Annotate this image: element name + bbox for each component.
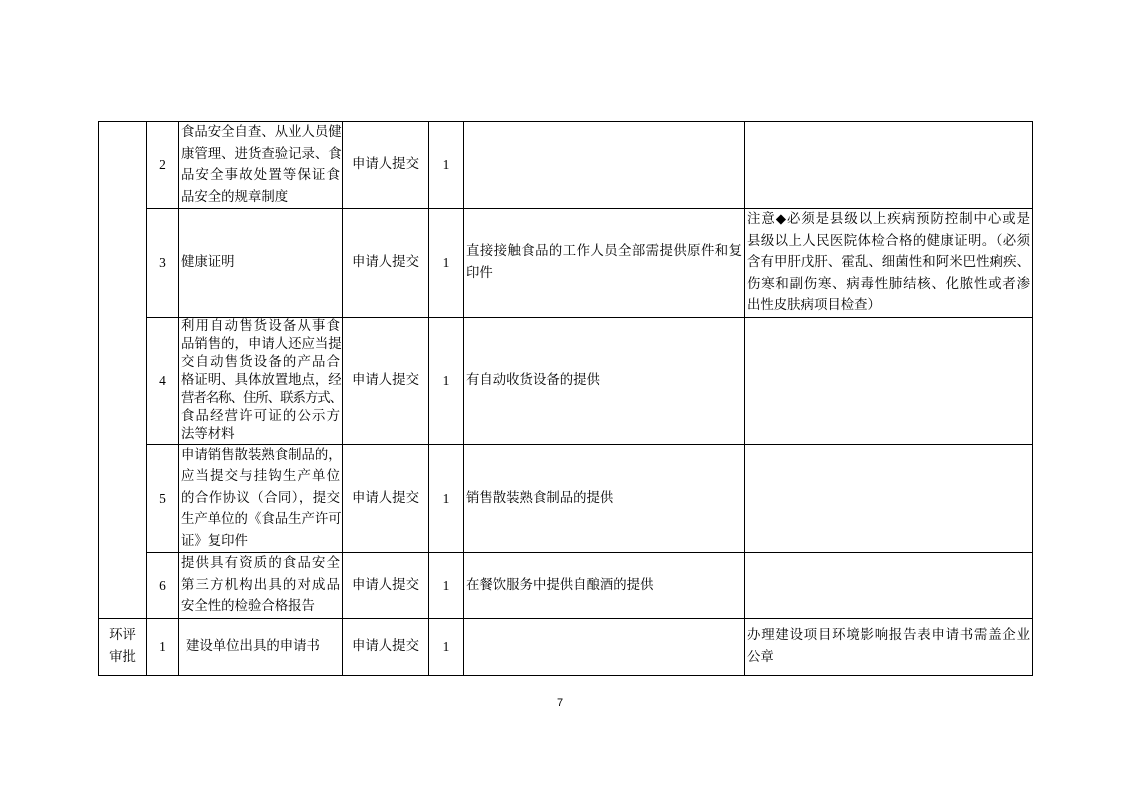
requirement-cell — [464, 553, 745, 619]
source-cell: 申请人提交 — [343, 209, 429, 318]
requirement-line: 销售散装熟食制品的提供 — [466, 490, 614, 506]
item-number: 5 — [147, 444, 179, 553]
material-line: 法等材料 — [181, 426, 235, 442]
requirement-line: 直接接触食品的工作人员全部需提供原件和复 — [466, 244, 742, 260]
copies-cell: 1 — [429, 553, 464, 619]
note-line: 注意◆必须是县级以上疾病预防控制中心或是 — [747, 212, 1030, 227]
note-cell — [745, 122, 1033, 209]
note-line: 出性皮肤病项目检查） — [747, 298, 881, 313]
material-line: 安全性的检验合格报告 — [181, 599, 315, 614]
material-line: 品销售的，申请人还应当提 — [181, 336, 342, 352]
item-number: 4 — [147, 317, 179, 444]
copies-cell: 1 — [429, 444, 464, 553]
material-cell — [179, 209, 343, 318]
copies-cell: 1 — [429, 618, 464, 675]
source-cell: 申请人提交 — [343, 553, 429, 619]
copies-cell: 1 — [429, 209, 464, 318]
category-cell — [99, 122, 147, 619]
source-cell: 申请人提交 — [343, 122, 429, 209]
materials-table — [98, 121, 1033, 676]
requirement-cell — [464, 444, 745, 553]
copies-cell: 1 — [429, 317, 464, 444]
material-line: 品安全的规章制度 — [181, 189, 289, 205]
category-line: 环评 — [109, 628, 136, 643]
table-row — [99, 444, 1033, 553]
source-cell: 申请人提交 — [343, 444, 429, 553]
page-number: 7 — [557, 697, 564, 709]
note-line: 县级以上人民医院体检合格的健康证明。（必须 — [747, 233, 1030, 249]
category-cell — [99, 618, 147, 675]
requirement-line: 在餐饮服务中提供自酿酒的提供 — [466, 577, 654, 593]
material-cell — [179, 618, 343, 675]
note-cell — [745, 553, 1033, 619]
note-cell — [745, 444, 1033, 553]
material-line: 食品安全自查、从业人员健 — [181, 125, 342, 140]
material-cell — [179, 317, 343, 444]
material-line: 应当提交与挂钩生产单位 — [181, 469, 340, 484]
note-line: 公章 — [747, 649, 774, 665]
table-row — [99, 317, 1033, 444]
material-line: 建设单位出具的申请书 — [186, 638, 320, 654]
item-number: 3 — [147, 209, 179, 318]
requirement-cell — [464, 122, 745, 209]
item-number: 2 — [147, 122, 179, 209]
requirement-cell — [464, 317, 745, 444]
material-line: 健康证明 — [181, 255, 235, 270]
material-cell — [179, 444, 343, 553]
material-line: 食品经营许可证的公示方 — [181, 408, 340, 424]
material-line: 利用自动售货设备从事食 — [181, 318, 340, 334]
requirement-line: 印件 — [466, 265, 493, 281]
material-line: 品安全事故处置等保证食 — [181, 168, 340, 183]
source-cell: 申请人提交 — [343, 317, 429, 444]
item-number: 1 — [147, 618, 179, 675]
table-row — [99, 209, 1033, 318]
material-line: 交自动售货设备的产品合 — [181, 354, 340, 370]
material-line: 康管理、进货查验记录、食 — [181, 146, 342, 162]
material-line: 提供具有资质的食品安全 — [181, 556, 340, 571]
material-line: 申请销售散装熟食制品的， — [181, 447, 342, 463]
note-cell — [745, 618, 1033, 675]
material-cell — [179, 122, 343, 209]
note-cell — [745, 317, 1033, 444]
note-line: 办理建设项目环境影响报告表申请书需盖企业 — [747, 628, 1030, 643]
note-line: 含有甲肝戊肝、霍乱、细菌性和阿米巴性痢疾、 — [747, 255, 1030, 270]
material-line: 的合作协议（合同），提交 — [181, 490, 340, 506]
note-cell — [745, 209, 1033, 318]
material-line: 第三方机构出具的对成品 — [181, 577, 340, 593]
material-line: 格证明、具体放置地点，经 — [181, 372, 342, 388]
material-line: 营者名称、住所、联系方式、 — [181, 390, 343, 406]
source-cell: 申请人提交 — [343, 618, 429, 675]
requirement-cell — [464, 209, 745, 318]
table-row — [99, 618, 1033, 675]
copies-cell: 1 — [429, 122, 464, 209]
note-line: 伤寒和副伤寒、病毒性肺结核、化脓性或者渗 — [747, 276, 1030, 292]
item-number: 6 — [147, 553, 179, 619]
requirement-line: 有自动收货设备的提供 — [466, 372, 600, 388]
material-line: 证》复印件 — [181, 533, 248, 549]
material-cell — [179, 553, 343, 619]
requirement-cell — [464, 618, 745, 675]
table-row — [99, 122, 1033, 209]
table-row — [99, 553, 1033, 619]
category-line: 审批 — [109, 649, 136, 665]
material-line: 生产单位的《食品生产许可 — [181, 512, 342, 527]
